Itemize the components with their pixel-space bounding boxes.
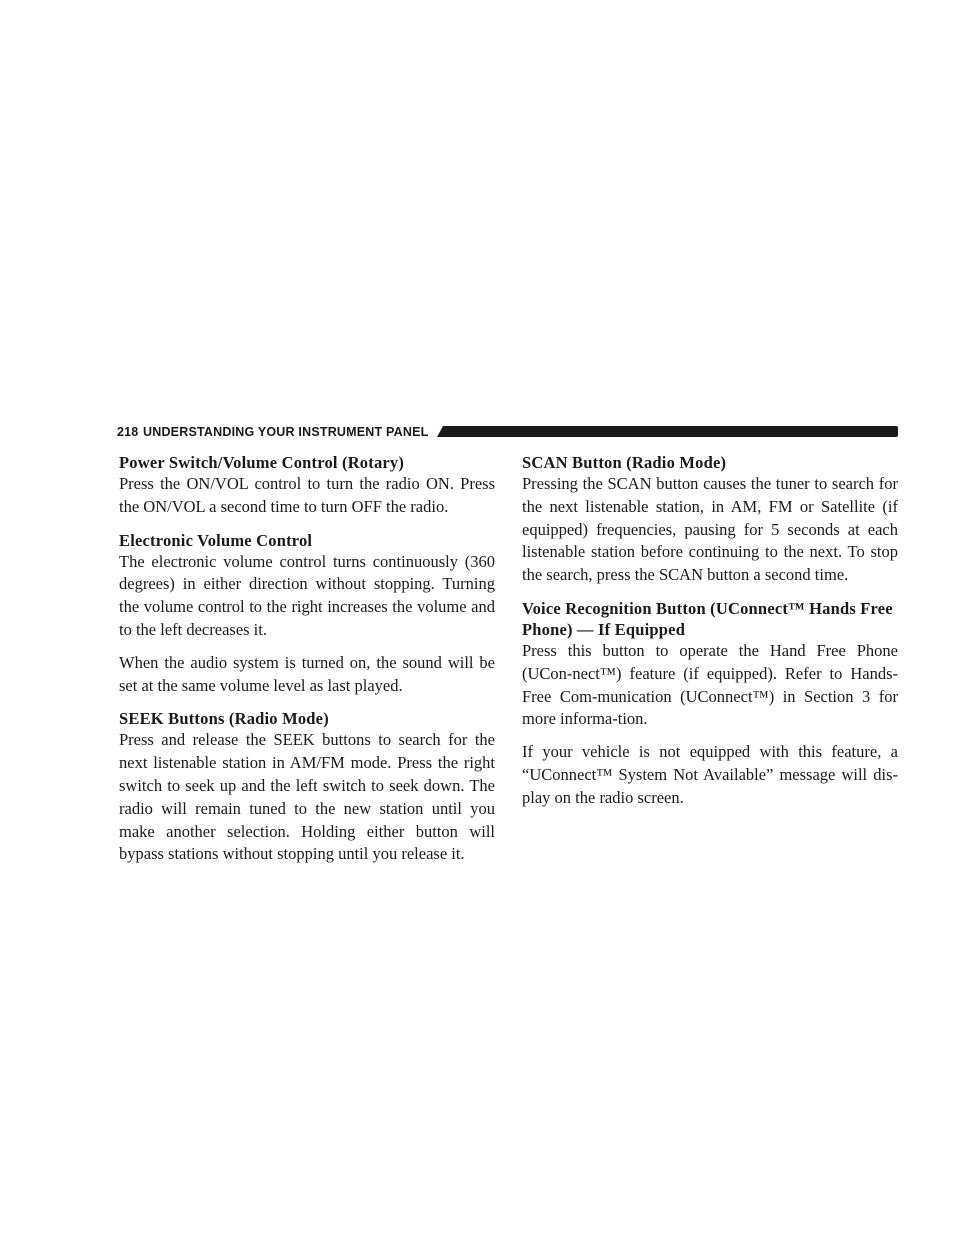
right-column (522, 452, 898, 810)
seek-buttons-text: Press and release the SEEK buttons to search for the next listenable station in AM/FM mode. Press the right switch to seek up and the left switch to seek down. The radio will remain tuned to the new station until you make another selection. Holding either button will bypass stations without stopping until you release it. (119, 730, 495, 864)
header-rule (437, 426, 898, 437)
page-header (117, 423, 898, 441)
page-number: 218 (117, 425, 139, 439)
voice-recognition-heading: Voice Recognition Button (UConnect™ Hands Free Phone) — If Equipped (522, 598, 893, 639)
seek-buttons-heading: SEEK Buttons (Radio Mode) (119, 709, 329, 729)
power-switch-heading: Power Switch/Volume Control (Rotary) (119, 453, 405, 472)
voice-unavailable-text: If your vehicle is not equipped with this feature, a “UConnect™ System Not Available” message will dis-play on the radio screen. (522, 742, 898, 807)
volume-control-heading: Electronic Volume Control (119, 530, 313, 550)
scan-button-text: Pressing the SCAN button causes the tuner to search for the next listenable station, in AM, FM or Satellite (if equipped) frequencies, pausing for 5 seconds at each listenable station before continuing to the next. To stop the search, press the SCAN button a second time. (522, 474, 898, 585)
volume-control-text: The electronic volume control turns continuously (360 degrees) in either direction without stopping. Turning the volume control to the right increases the volume and to the left decreases it. (119, 551, 495, 639)
left-column (119, 452, 495, 866)
section-title: UNDERSTANDING YOUR INSTRUMENT PANEL (143, 425, 429, 439)
power-switch-text: Press the ON/VOL control to turn the radio ON. Press the ON/VOL a second time to turn OFF the radio. (119, 474, 495, 516)
voice-recognition-text: Press this button to operate the Hand Free Phone (UCon-nect™) feature (if equipped). Refer to Hands-Free Com-munication (UConnect™) in Section 3 for more informa-tion. (522, 640, 898, 729)
volume-level-text: When the audio system is turned on, the sound will be set at the same volume level as last played. (119, 652, 495, 695)
scan-button-heading: SCAN Button (Radio Mode) (522, 453, 727, 472)
